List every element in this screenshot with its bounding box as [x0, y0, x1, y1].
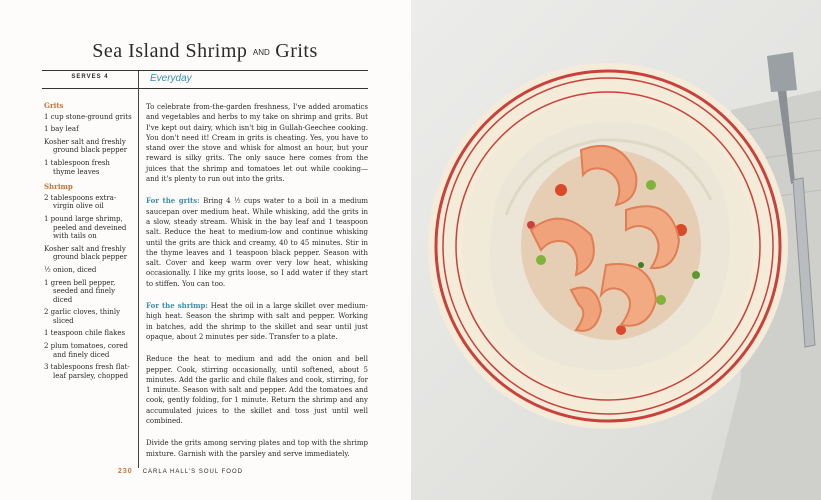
food-photo	[411, 0, 821, 500]
column-divider	[138, 71, 139, 468]
ingredient-item: 1 bay leaf	[44, 125, 79, 134]
serve-step: Divide the grits among serving plates and top with the shrimp mixture. Garnish with the parsley and serve immediately.	[146, 439, 368, 458]
page-number: 230	[118, 468, 133, 475]
ingredient-item: Kosher salt and freshly ground black pepper	[44, 137, 128, 155]
title-part2: Grits	[275, 40, 318, 62]
recipe-title	[40, 40, 370, 63]
book-title: CARLA HALL'S SOUL FOOD	[142, 469, 243, 475]
ingredient-item: Kosher salt and freshly ground black pepper	[44, 244, 128, 262]
ingredient-item: 1 cup stone-ground grits	[44, 112, 132, 121]
header-rule	[42, 88, 368, 89]
ingredient-item: 1 tablespoon fresh thyme leaves	[44, 158, 110, 176]
cook-step: Reduce the heat to medium and add the onion and bell pepper. Cook, stirring occasionally, until softened, about 5 minutes. Add the garlic and chile flakes and cook, stirring, for 1 minute. Season with salt and pepper. Add the tomatoes and cook, gently folding, for 1 minute. Return the shrimp and any accumulated juices to the skillet and toss just until well combined.	[146, 355, 368, 426]
recipe-body	[146, 102, 368, 471]
ingredient-item: 2 tablespoons extra-virgin olive oil	[44, 193, 117, 211]
ingredients-list	[44, 102, 132, 384]
shrimp-step-label: For the shrimp:	[146, 301, 208, 311]
title-rule	[42, 70, 368, 71]
right-page-photo	[411, 0, 821, 500]
page-footer	[118, 468, 243, 475]
title-part1: Sea Island Shrimp	[92, 40, 248, 62]
shrimp-step-text: Heat the oil in a large skillet over medium-high heat. Season the shrimp with salt and pepper. Working in batches, add the shrimp to the skillet and sear until just opaque, about 2 minutes per side. Transfer to a plate.	[146, 302, 368, 341]
ingredient-item: 3 tablespoons fresh flat-leaf parsley, chopped	[44, 363, 130, 380]
ingredient-item: 1 green bell pepper, seeded and finely diced	[44, 278, 116, 304]
ingredients-grits-header: Grits	[44, 101, 64, 110]
ingredient-item: 2 plum tomatoes, cored and finely diced	[44, 342, 128, 359]
ingredient-item: ½ onion, diced	[44, 265, 97, 274]
serves-label: SERVES 4	[71, 74, 109, 80]
shrimp-step	[146, 301, 368, 342]
grits-step	[146, 196, 368, 289]
grits-step-label: For the grits:	[146, 196, 200, 206]
ingredients-shrimp-header: Shrimp	[44, 182, 73, 192]
title-amp: AND	[252, 47, 270, 57]
ingredient-item: 1 teaspoon chile flakes	[44, 329, 126, 338]
intro-paragraph: To celebrate from-the-garden freshness, I've added aromatics and vegetables and herbs to my take on shrimp and grits. But I've kept out dairy, which isn't big in Gullah-Geechee cooking. You don't need it! Cream in grits is cheating. Yes, you have to stand over the stove and whisk for almost an hour, but your reward is silky grits. The only sauce here comes from the juices that the shrimp and tomatoes let out while cooking—and it's plenty to run out into the grits.	[146, 103, 368, 184]
left-page	[0, 0, 410, 500]
ingredient-item: 1 pound large shrimp, peeled and deveined with tails on	[44, 214, 127, 241]
grits-step-text: Bring 4 ½ cups water to a boil in a medium saucepan over medium heat. While whisking, add the grits in a slow, steady stream. Whisk in the bay leaf and 1 teaspoon salt. Reduce the heat to medium-low and continue whisking until the grits are thick and creamy, 40 to 45 minutes. Stir in the thyme leaves and 1 teaspoon black pepper. Season with salt. Cover and keep warm over very low heat, whisking occasionally. I like my grits loose, so I add water if they start to stiffen. You can too.	[146, 197, 368, 288]
ingredient-item: 2 garlic cloves, thinly sliced	[44, 308, 121, 325]
category-tag: Everyday	[150, 73, 192, 84]
